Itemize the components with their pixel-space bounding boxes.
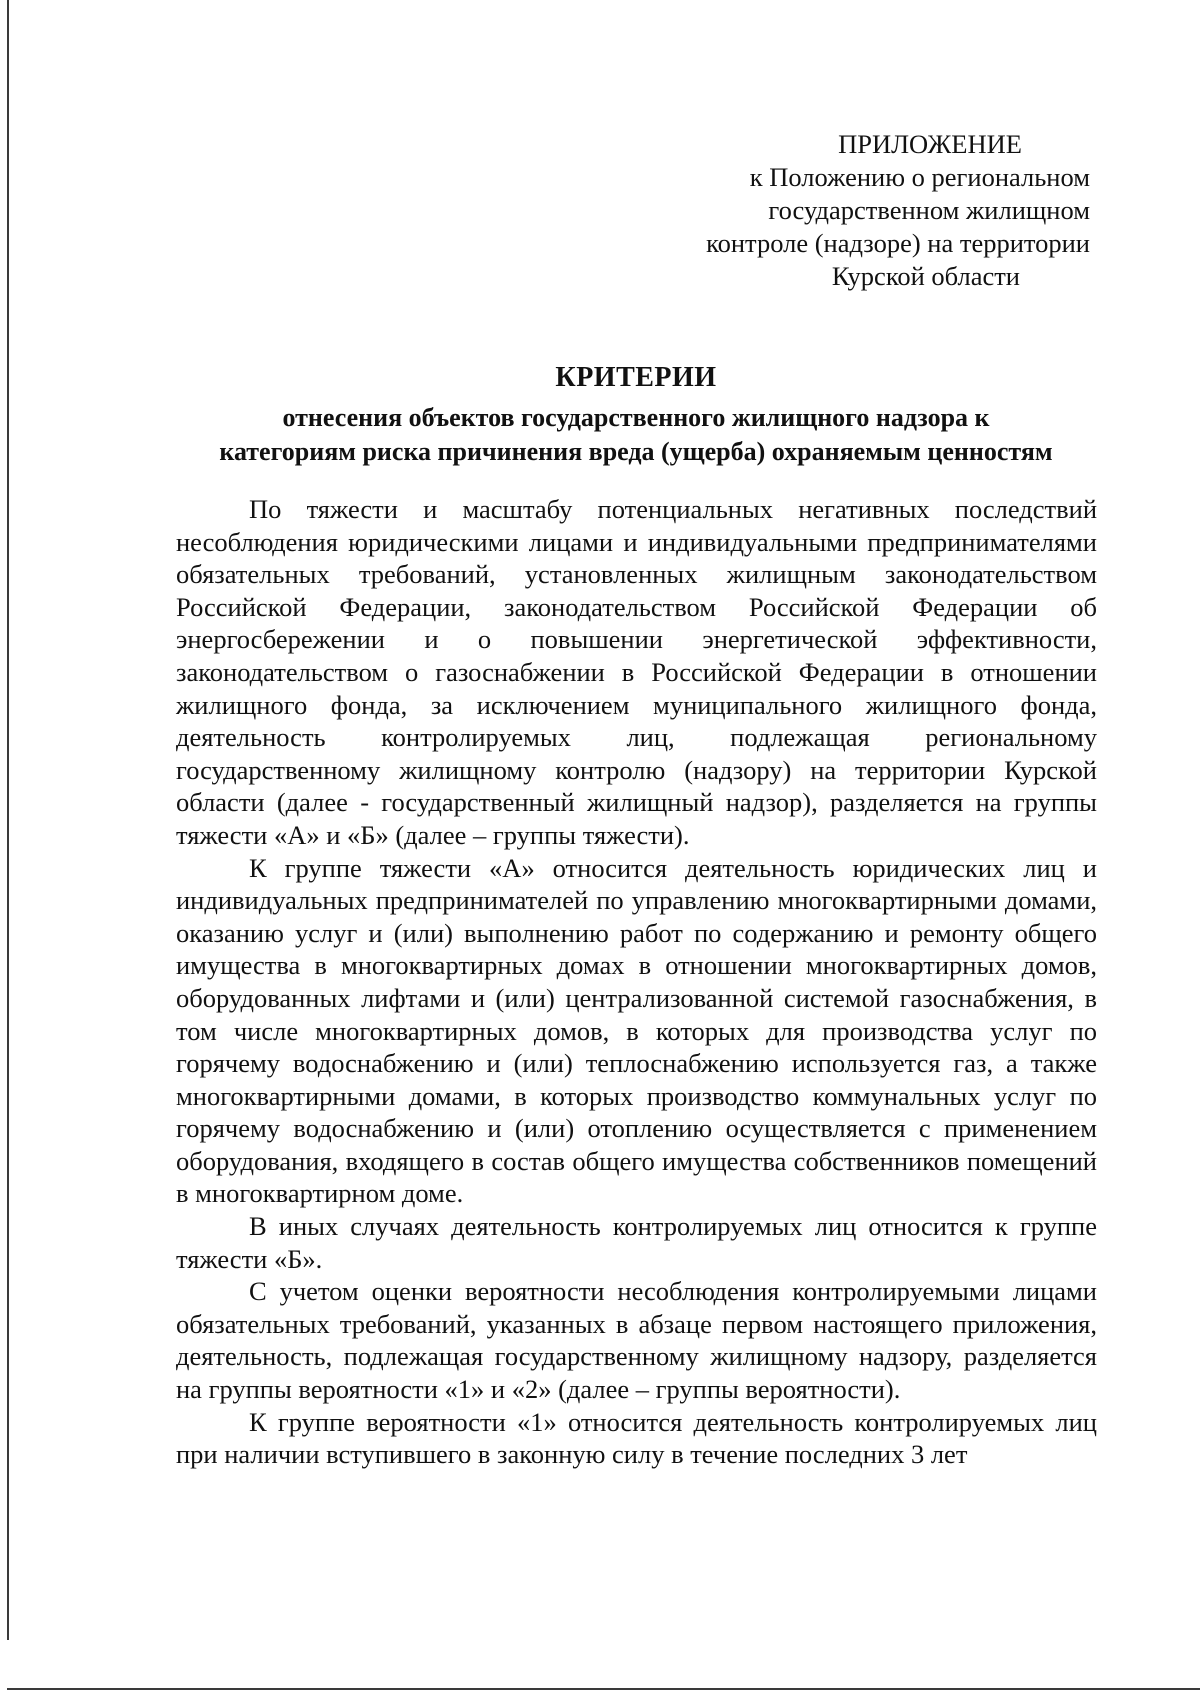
appendix-title: ПРИЛОЖЕНИЕ (838, 129, 1022, 159)
scan-edge-bottom (7, 1688, 1200, 1690)
document-heading (176, 361, 1096, 469)
paragraph: В иных случаях деятельность контролируемых лиц относится к группе тяжести «Б». (176, 1211, 1097, 1274)
paragraph: К группе вероятности «1» относится деятельность контролируемых лиц при наличии вступившего в законную силу в течение последних 3 лет (176, 1406, 1097, 1470)
appendix-line: государственном жилищном (768, 195, 1090, 225)
paragraph: По тяжести и масштабу потенциальных негативных последствий несоблюдения юридическими лицами и индивидуальными предпринимателями обязательных требований, установленных жилищным законодательством Российской Федерации, законодательством Российской Федерации об энергосбережении и о повышении энергетической эффективности, законодательством о газоснабжении в Российской Федерации в отношении жилищного фонда, за исключением муниципального жилищного фонда, деятельность контролируемых лиц, подлежащая региональному государственному жилищному контролю (надзору) на территории Курской области (далее - государственный жилищный надзор), разделяется на группы тяжести «А» и «Б» (далее – группы тяжести). (176, 494, 1097, 850)
document-subtitle-line: категориям риска причинения вреда (ущерба) охраняемым ценностям (219, 437, 1053, 466)
appendix-block (650, 128, 1090, 293)
document-body (176, 493, 1097, 1471)
scan-edge-left (7, 0, 9, 1640)
appendix-line: к Положению о региональном (749, 162, 1090, 192)
appendix-line: Курской области (831, 261, 1020, 291)
paragraph: К группе тяжести «А» относится деятельность юридических лиц и индивидуальных предпринимателей по управлению многоквартирными домами, оказанию услуг и (или) выполнению работ по содержанию и ремонту общего имущества в многоквартирных домах в отношении многоквартирных домов, оборудованных лифтами и (или) централизованной системой газоснабжения, в том числе многоквартирных домов, в которых для производства услуг по горячему водоснабжению и (или) теплоснабжению используется газ, а также многоквартирными домами, в которых производство коммунальных услуг по горячему водоснабжению и (или) отоплению осуществляется с применением оборудования, входящего в состав общего имущества собственников помещений в многоквартирном доме. (176, 852, 1097, 1209)
paragraph: С учетом оценки вероятности несоблюдения контролируемыми лицами обязательных требований, указанных в абзаце первом настоящего приложения, деятельность, подлежащая государственному жилищному надзору, разделяется на группы вероятности «1» и «2» (далее – группы вероятности). (176, 1276, 1097, 1405)
document-title: КРИТЕРИИ (555, 362, 717, 393)
document-subtitle-line: отнесения объектов государственного жилищного надзора к (282, 403, 990, 432)
appendix-line: контроле (надзоре) на территории (706, 228, 1090, 258)
